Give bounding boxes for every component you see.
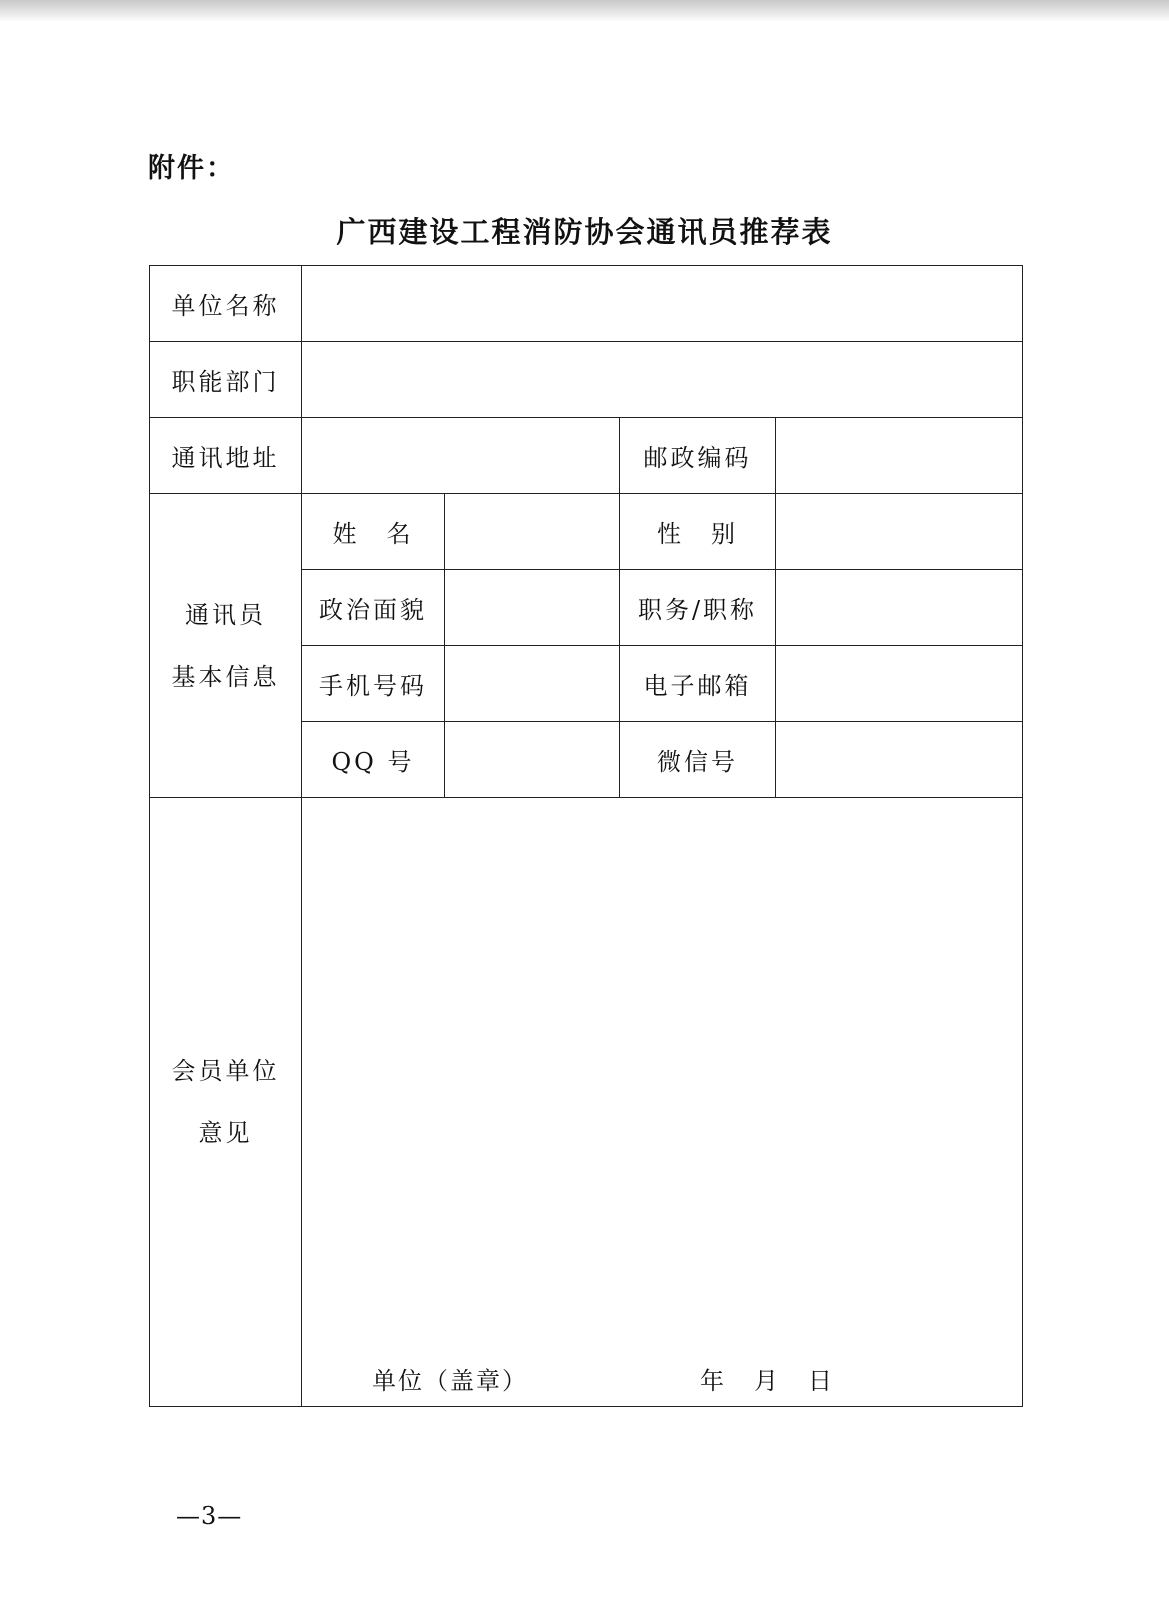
position-field[interactable]	[776, 570, 1023, 646]
name-field[interactable]	[445, 494, 620, 570]
opinion-field[interactable]	[302, 798, 1023, 1407]
wechat-field[interactable]	[776, 722, 1023, 798]
seal-label: 单位（盖章）	[372, 1367, 528, 1395]
unit-name-field[interactable]	[302, 266, 1023, 342]
qq-label: QQ 号	[302, 722, 445, 798]
department-field[interactable]	[302, 342, 1023, 418]
basic-info-label-cell	[150, 494, 302, 798]
political-status-field[interactable]	[445, 570, 620, 646]
opinion-label-cell	[150, 798, 302, 1407]
viewer-top-shadow	[0, 0, 1169, 22]
table-row	[150, 798, 1023, 1407]
table-row	[150, 342, 1023, 418]
date-label: 年 月 日	[700, 1367, 835, 1395]
name-label: 姓 名	[302, 494, 445, 570]
table-row	[150, 418, 1023, 494]
email-field[interactable]	[776, 646, 1023, 722]
basic-info-label-line2: 基本信息	[171, 662, 280, 691]
postal-code-label: 邮政编码	[620, 418, 776, 494]
gender-label: 性 别	[620, 494, 776, 570]
mobile-field[interactable]	[445, 646, 620, 722]
address-field[interactable]	[302, 418, 620, 494]
table-row	[150, 266, 1023, 342]
recommendation-form-table	[149, 265, 1023, 1407]
department-label: 职能部门	[150, 342, 302, 418]
form-title: 广西建设工程消防协会通讯员推荐表	[336, 215, 833, 249]
address-label: 通讯地址	[150, 418, 302, 494]
wechat-label: 微信号	[620, 722, 776, 798]
mobile-label: 手机号码	[302, 646, 445, 722]
unit-name-label: 单位名称	[150, 266, 302, 342]
postal-code-field[interactable]	[776, 418, 1023, 494]
attachment-label: 附件：	[148, 153, 235, 184]
qq-field[interactable]	[445, 722, 620, 798]
page-number: —3—	[176, 1502, 243, 1530]
position-label: 职务/职称	[620, 570, 776, 646]
opinion-label-line2: 意见	[198, 1119, 253, 1147]
table-row	[150, 494, 1023, 570]
gender-field[interactable]	[776, 494, 1023, 570]
political-status-label: 政治面貌	[302, 570, 445, 646]
basic-info-label-line1: 通讯员	[185, 600, 266, 629]
email-label: 电子邮箱	[620, 646, 776, 722]
opinion-label-line1: 会员单位	[171, 1057, 280, 1085]
